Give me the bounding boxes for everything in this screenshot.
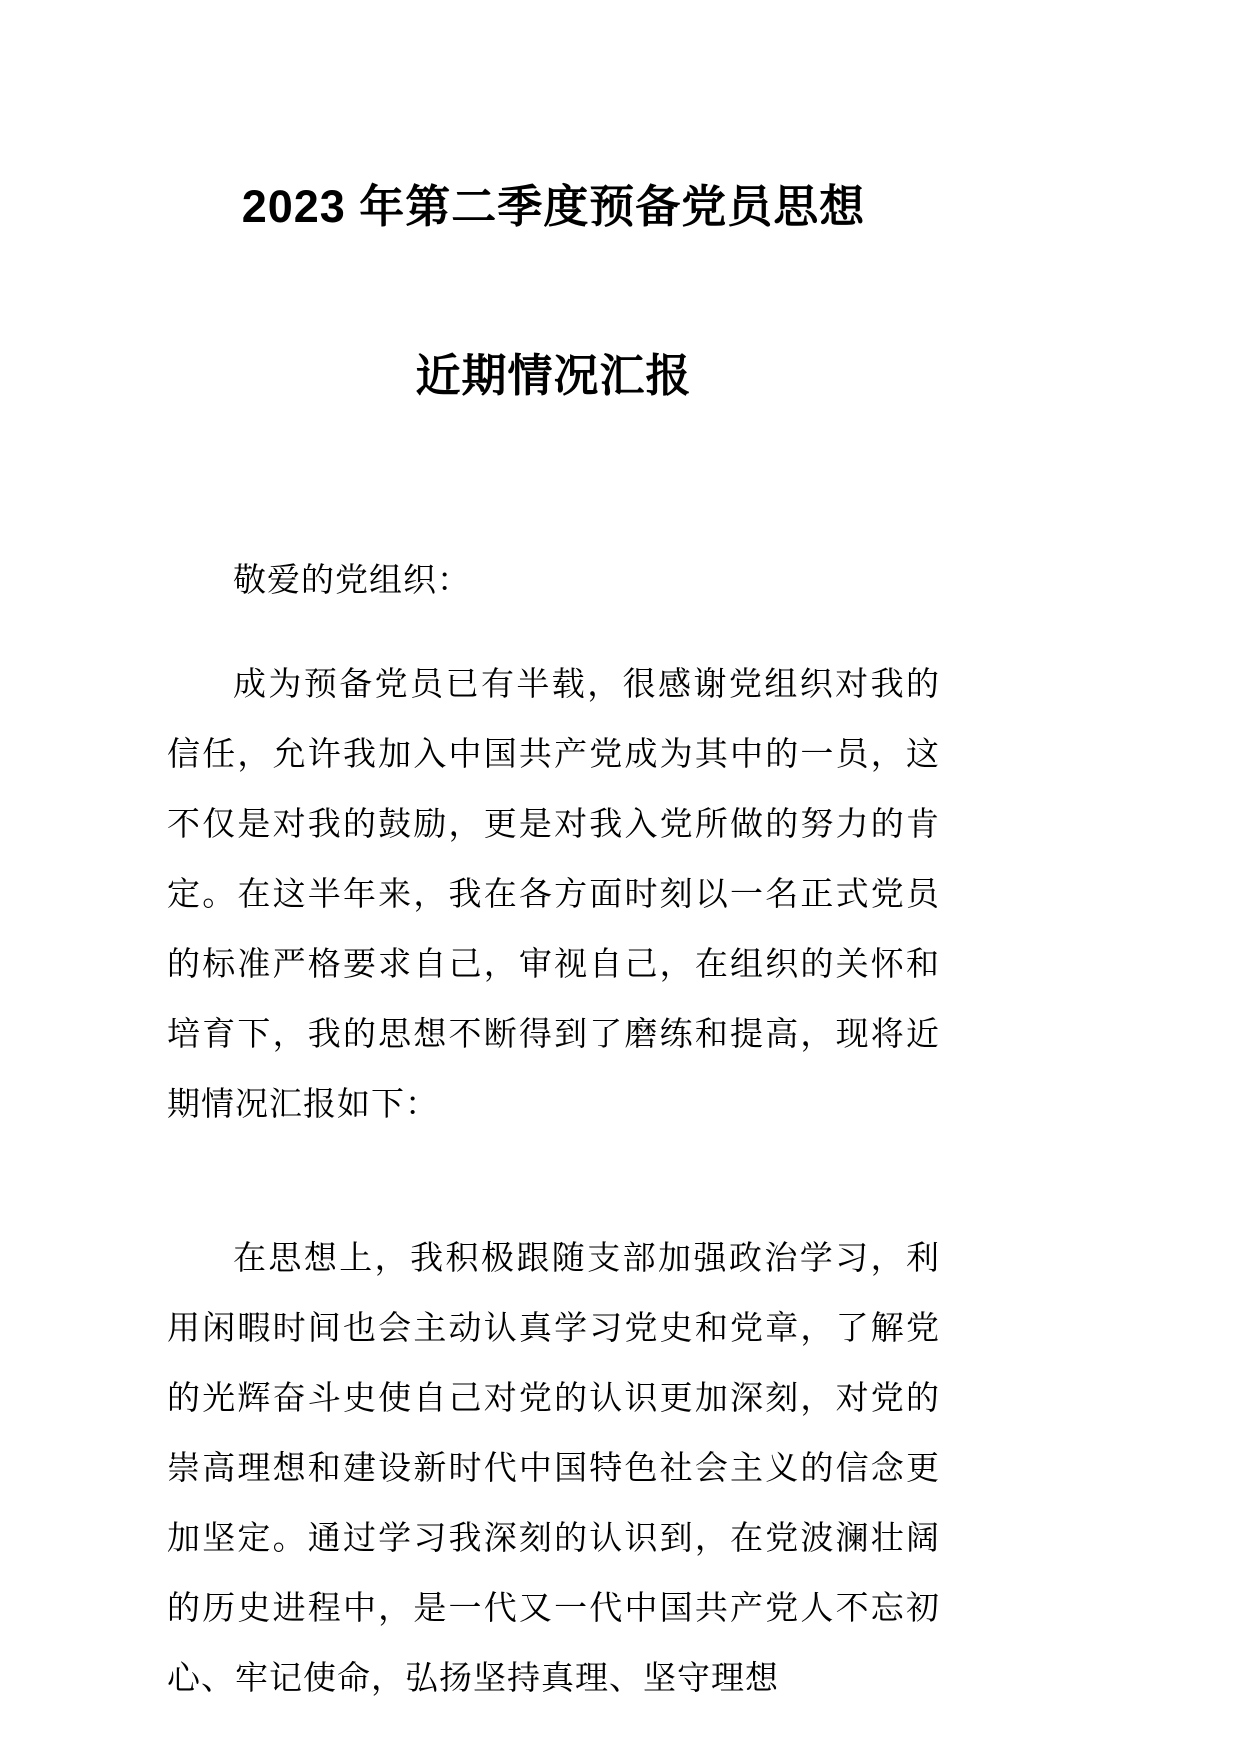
document-body xyxy=(167,545,940,1713)
document-content xyxy=(167,0,940,1713)
salutation: 敬爱的党组织： xyxy=(233,561,471,598)
document-title-line2: 近期情况汇报 xyxy=(415,349,692,401)
paragraph-1: 成为预备党员已有半载，很感谢党组织对我的信任，允许我加入中国共产党成为其中的一员，这不仅是对我的鼓励，更是对我入党所做的努力的肯定。在这半年来，我在各方面时刻以一名正式党员的标准严格要求自己，审视自己，在组织的关怀和培育下，我的思想不断得到了磨练和提高，现将近期情况汇报如下： xyxy=(167,665,940,1122)
document-title-line1: 2023 年第二季度预备党员思想 xyxy=(241,181,866,232)
paragraph-2: 在思想上，我积极跟随支部加强政治学习，利用闲暇时间也会主动认真学习党史和党章，了解党的光辉奋斗史使自己对党的认识更加深刻，对党的崇高理想和建设新时代中国特色社会主义的信念更加坚定。通过学习我深刻的认识到，在党波澜壮阔的历史进程中，是一代又一代中国共产党人不忘初心、牢记使命，弘扬坚持真理、坚守理想 xyxy=(167,1239,940,1696)
